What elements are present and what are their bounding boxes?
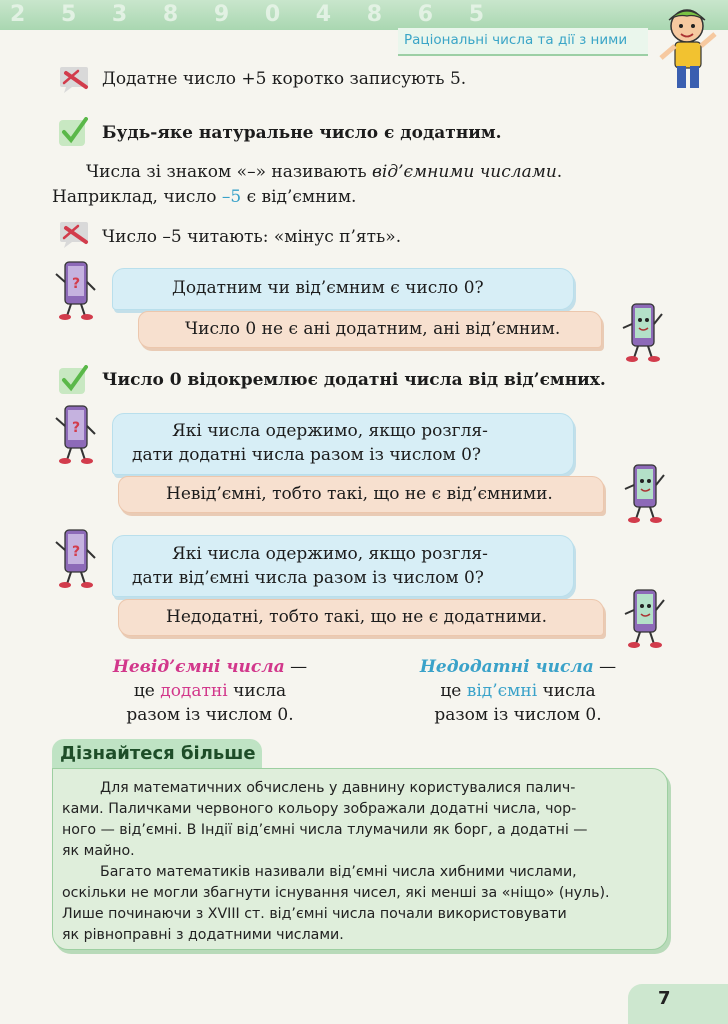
learn-more-line: як майно. [62,843,135,859]
learn-more-line: Багато математиків називали від’ємні числа хибними числами, [100,864,577,880]
learn-more-line: Для математичних обчислень у давнину користувалися палич- [100,780,576,796]
kid-character-icon [655,2,725,98]
phone-character-icon [55,404,97,464]
answer-text: Недодатні, тобто такі, що не є додатними. [166,607,547,627]
page-number-tab [628,984,728,1024]
learn-more-line: оскільки не могли збагнути існування чисел, які менші за «ніщо» (нуль). [62,885,610,901]
learn-more-line: ками. Паличками червоного кольору зображали додатні числа, чор- [62,801,577,817]
text-line-positive-notation: Додатне число +5 коротко записують 5. [102,69,467,89]
definition-nonnegative: Невід’ємні числа — це додатні числа разом із числом 0. [112,657,308,725]
answer-text: Невід’ємні, тобто такі, що не є від’ємними. [166,484,553,504]
svg-text:?: ? [71,420,81,436]
section-title: Раціональні числа та дії з ними [404,32,628,48]
svg-text:?: ? [71,544,81,560]
page-number: 7 [658,988,671,1009]
pencil-mark-icon [58,220,92,250]
definition-nonpositive: Недодатні числа — це від’ємні числа разом із числом 0. [419,657,617,725]
learn-more-line: Лише починаючи з XVIII ст. від’ємні числа почали використовувати [62,906,567,922]
question-text-line2: дати від’ємні числа разом із числом 0? [132,568,484,588]
definition-example: Наприклад, число –5 є від’ємним. [52,187,357,207]
learn-more-line: як рівноправні з додатними числами. [62,927,344,943]
header-decoration: 2 5 3 8 9 0 4 8 6 5 [10,2,499,27]
phone-character-icon [622,302,664,362]
definition-negative-numbers: Числа зі знаком «–» називають від’ємними числами. [86,162,563,182]
rule-natural-positive: Будь-яке натуральне число є додатним. [102,123,502,143]
check-mark-icon [58,117,88,147]
phone-character-icon [55,528,97,588]
phone-character-icon [624,588,666,648]
learn-more-title: Дізнайтеся більше [60,743,256,764]
rule-zero-separates: Число 0 відокремлює додатні числа від від’ємних. [102,370,606,390]
question-text-line1: Які числа одержимо, якщо розгля- [172,544,488,564]
phone-character-icon [55,260,97,320]
learn-more-line: ного — від’ємні. В Індії від’ємні числа тлумачили як борг, а додатні — [62,822,588,838]
text-line-minus-five: Число –5 читають: «мінус п’ять». [102,227,402,247]
pencil-mark-icon [58,65,92,95]
svg-text:?: ? [71,276,81,292]
check-mark-icon [58,365,88,395]
answer-text: Число 0 не є ані додатним, ані від’ємним. [185,319,561,339]
question-text-line2: дати додатні числа разом із числом 0? [132,445,481,465]
question-text: Додатним чи від’ємним є число 0? [172,278,484,298]
question-text-line1: Які числа одержимо, якщо розгля- [172,421,488,441]
phone-character-icon [624,463,666,523]
